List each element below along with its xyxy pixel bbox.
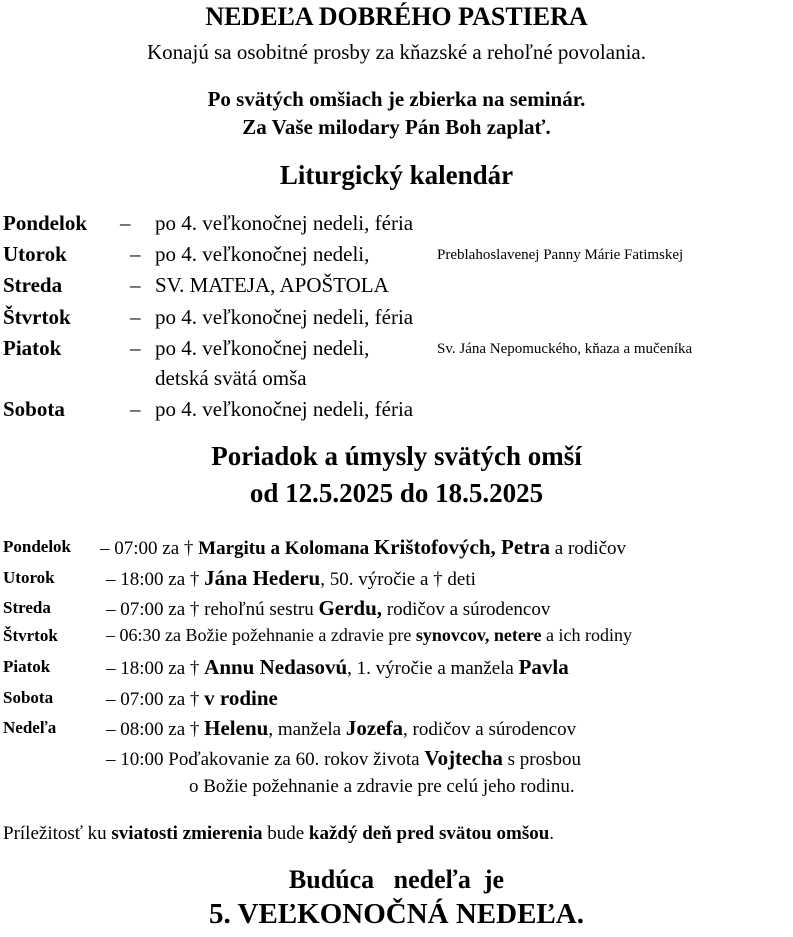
mass-day: Sobota (3, 688, 54, 707)
mass-intention: – 07:00 za † Margitu a Kolomana Krištofových, Petra a rodičov (100, 535, 627, 559)
mass-day: Pondelok (3, 537, 72, 556)
mass-day: Piatok (3, 657, 51, 676)
calendar-day: Utorok (3, 242, 67, 266)
calendar-day: Sobota (3, 397, 65, 421)
calendar-text: po 4. veľkonočnej nedeli, (155, 336, 370, 360)
subtitle: Konajú sa osobitné prosby za kňazské a rehoľné povolania. (147, 40, 646, 64)
mass-day: Nedeľa (3, 718, 57, 737)
calendar-day: Streda (3, 273, 63, 297)
calendar-text: po 4. veľkonočnej nedeli, féria (155, 305, 414, 329)
calendar-day: Piatok (3, 336, 62, 360)
dash: – (130, 397, 141, 421)
calendar-extra: detská svätá omša (155, 366, 307, 390)
calendar-heading: Liturgický kalendár (279, 160, 514, 190)
mass-intention: – 18:00 za † Annu Nedasovú, 1. výročie a manžela Pavla (106, 655, 569, 679)
confession-note: Príležitosť ku sviatosti zmierenia bude každý deň pred svätou omšou. (3, 823, 555, 844)
dash: – (130, 305, 141, 329)
collection-line-1: Po svätých omšiach je zbierka na seminár. (207, 87, 586, 111)
masses-date-range: od 12.5.2025 do 18.5.2025 (249, 478, 544, 508)
calendar-note: Sv. Jána Nepomuckého, kňaza a mučeníka (437, 341, 693, 357)
calendar-text: po 4. veľkonočnej nedeli, (155, 242, 370, 266)
next-sunday-title: 5. VEĽKONOČNÁ NEDEĽA. (209, 898, 584, 930)
collection-line-2: Za Vaše milodary Pán Boh zaplať. (242, 115, 551, 139)
calendar-day: Pondelok (3, 211, 88, 235)
calendar-day: Štvrtok (3, 305, 71, 329)
mass-intention: – 06:30 za Božie požehnanie a zdravie pre synovcov, netere a ich rodiny (106, 625, 632, 645)
mass-intention: – 07:00 za † rehoľnú sestru Gerdu, rodičov a súrodencov (106, 596, 551, 620)
dash: – (120, 211, 131, 235)
dash: – (130, 273, 141, 297)
mass-intention-continued: o Božie požehnanie a zdravie pre celú jeho rodinu. (189, 776, 575, 797)
mass-intention: – 18:00 za † Jána Hederu, 50. výročie a † deti (106, 566, 476, 590)
mass-day: Utorok (3, 568, 55, 587)
mass-day: Streda (3, 598, 51, 617)
calendar-text: po 4. veľkonočnej nedeli, féria (155, 211, 414, 235)
calendar-text: po 4. veľkonočnej nedeli, féria (155, 397, 414, 421)
dash: – (130, 336, 141, 360)
mass-day: Štvrtok (3, 626, 58, 645)
mass-intention: – 10:00 Poďakovanie za 60. rokov života Vojtecha s prosbou (106, 746, 581, 770)
mass-intention: – 07:00 za † v rodine (106, 686, 278, 710)
calendar-note: Preblahoslavenej Panny Márie Fatimskej (437, 247, 684, 263)
calendar-text: SV. MATEJA, APOŠTOLA (155, 273, 389, 297)
masses-heading: Poriadok a úmysly svätých omší (211, 441, 582, 471)
dash: – (130, 242, 141, 266)
next-sunday-label: Budúca nedeľa je (288, 865, 505, 894)
mass-intention: – 08:00 za † Helenu, manžela Jozefa, rodičov a súrodencov (106, 716, 577, 740)
page-title: NEDEĽA DOBRÉHO PASTIERA (205, 2, 588, 31)
